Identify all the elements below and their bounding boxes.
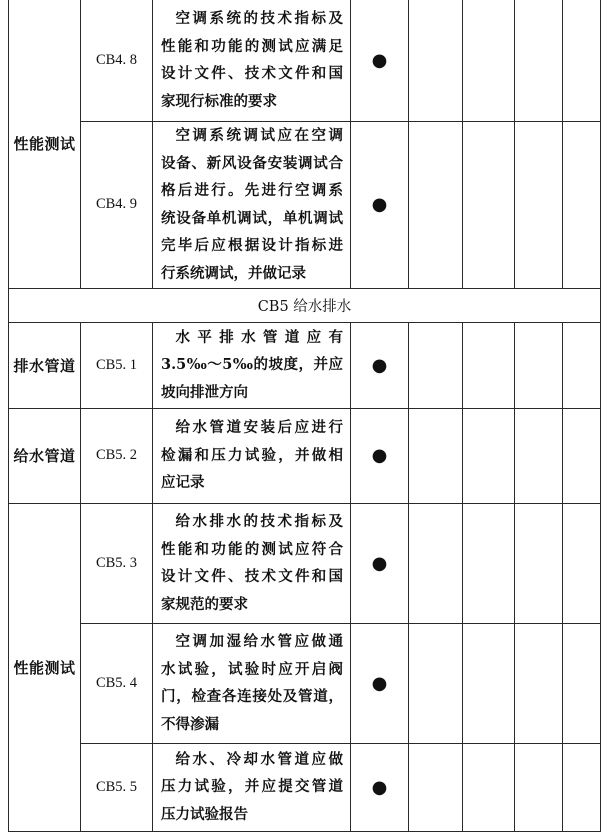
blank-cell [515, 322, 563, 408]
description-line: 坡向排泄方向 [161, 383, 248, 401]
item-code: CB5. 2 [95, 447, 138, 463]
category-cell [9, 322, 81, 408]
description-line: 空调系统的技术指标及 [175, 10, 343, 28]
blank-cell [409, 623, 463, 743]
table-row-cb5-3 [9, 503, 601, 623]
blank-cell [463, 503, 515, 623]
mark-cell [351, 0, 409, 121]
description-cell [153, 503, 351, 623]
mark-cell [351, 408, 409, 503]
blank-cell [563, 743, 601, 831]
description-line: 统设备单机调试，单机调试 [161, 209, 343, 227]
blank-cell [563, 322, 601, 408]
blank-cell [409, 503, 463, 623]
description-line: 格后进行。先进行空调系 [161, 182, 343, 199]
description-line: 不得渗漏 [161, 715, 219, 733]
checklist-table [8, 0, 601, 832]
description-cell [153, 322, 351, 408]
blank-cell [409, 322, 463, 408]
item-code: CB5. 1 [95, 356, 138, 373]
description-line: 3.5‰～5‰的坡度，并应 [161, 356, 343, 374]
blank-cell [409, 743, 463, 831]
required-mark: ● [371, 672, 388, 694]
blank-cell [563, 121, 601, 288]
description-line: 给水管道安装后应进行 [175, 419, 343, 437]
item-code-cell [81, 0, 153, 121]
blank-cell [515, 0, 563, 121]
description-line: 给水、冷却水管道应做 [175, 750, 343, 768]
blank-cell [563, 623, 601, 743]
blank-cell [463, 743, 515, 831]
item-code-cell [81, 121, 153, 288]
blank-cell [563, 503, 601, 623]
mark-cell [351, 743, 409, 831]
table-row-cb5-4 [9, 623, 601, 743]
required-mark: ● [371, 776, 388, 798]
description-line: 设计文件、技术文件和国 [161, 65, 343, 83]
description-cell [153, 743, 351, 831]
mark-cell [351, 121, 409, 288]
required-mark: ● [371, 49, 388, 71]
item-code: CB5. 5 [95, 778, 138, 795]
blank-cell [463, 0, 515, 121]
item-code: CB4. 9 [95, 196, 138, 212]
description-cell [153, 0, 351, 121]
description-line: 空调系统调试应在空调 [175, 127, 343, 144]
category-label: 给水管道 [13, 447, 76, 465]
description-line: 行系统调试，并做记录 [161, 264, 306, 282]
blank-cell [515, 408, 563, 503]
description-line: 应记录 [161, 474, 205, 492]
item-code: CB5. 4 [95, 674, 138, 691]
description-line: 性能和功能的测试应符合 [161, 540, 343, 558]
category-label: 性能测试 [13, 658, 76, 677]
description-line: 家规范的要求 [161, 595, 248, 613]
description-line: 设备、新风设备安装调试合 [161, 154, 343, 172]
item-code-cell [81, 408, 153, 503]
blank-cell [563, 408, 601, 503]
item-code-cell [81, 623, 153, 743]
table-row-cb4-8 [9, 0, 601, 121]
blank-cell [463, 322, 515, 408]
item-code-cell [81, 503, 153, 623]
item-code-cell [81, 743, 153, 831]
category-cell [9, 408, 81, 503]
mark-cell [351, 322, 409, 408]
description-line: 检漏和压力试验，并做相 [161, 446, 343, 464]
blank-cell [515, 503, 563, 623]
blank-cell [409, 0, 463, 121]
category-cell [9, 0, 81, 288]
section-title: CB5 给水排水 [257, 298, 352, 315]
blank-cell [409, 408, 463, 503]
section-header-row [9, 288, 601, 322]
description-line: 空调加湿给水管应做通 [175, 633, 343, 650]
table-row-cb5-2 [9, 408, 601, 503]
category-cell [9, 503, 81, 831]
description-cell [153, 408, 351, 503]
mark-cell [351, 503, 409, 623]
category-label: 性能测试 [13, 135, 76, 154]
required-mark: ● [371, 445, 388, 466]
description-line: 门，检查各连接处及管道， [161, 688, 343, 705]
description-line: 水平排水管道应有 [175, 328, 343, 346]
description-line: 压力试验报告 [161, 805, 248, 823]
description-line: 压力试验，并应提交管道 [161, 778, 343, 796]
description-cell [153, 121, 351, 288]
category-label: 排水管道 [13, 356, 76, 375]
blank-cell [563, 0, 601, 121]
section-header-cell [9, 288, 601, 322]
blank-cell [515, 743, 563, 831]
blank-cell [515, 623, 563, 743]
table-row-cb5-1 [9, 322, 601, 408]
description-line: 性能和功能的测试应满足 [161, 37, 343, 55]
blank-cell [463, 408, 515, 503]
description-line: 设计文件、技术文件和国 [161, 568, 343, 585]
item-code-cell [81, 322, 153, 408]
table-row-cb5-5 [9, 743, 601, 831]
blank-cell [409, 121, 463, 288]
description-line: 完毕后应根据设计指标进 [161, 237, 343, 254]
item-code: CB4. 8 [95, 51, 138, 68]
blank-cell [515, 121, 563, 288]
blank-cell [463, 121, 515, 288]
description-line: 家现行标准的要求 [161, 92, 277, 110]
table-row-cb4-9 [9, 121, 601, 288]
description-line: 给水排水的技术指标及 [175, 513, 343, 530]
required-mark: ● [371, 552, 388, 574]
required-mark: ● [371, 354, 388, 376]
blank-cell [463, 623, 515, 743]
description-cell [153, 623, 351, 743]
item-code: CB5. 3 [95, 554, 138, 571]
mark-cell [351, 623, 409, 743]
required-mark: ● [371, 194, 388, 215]
description-line: 水试验，试验时应开启阀 [161, 660, 343, 678]
